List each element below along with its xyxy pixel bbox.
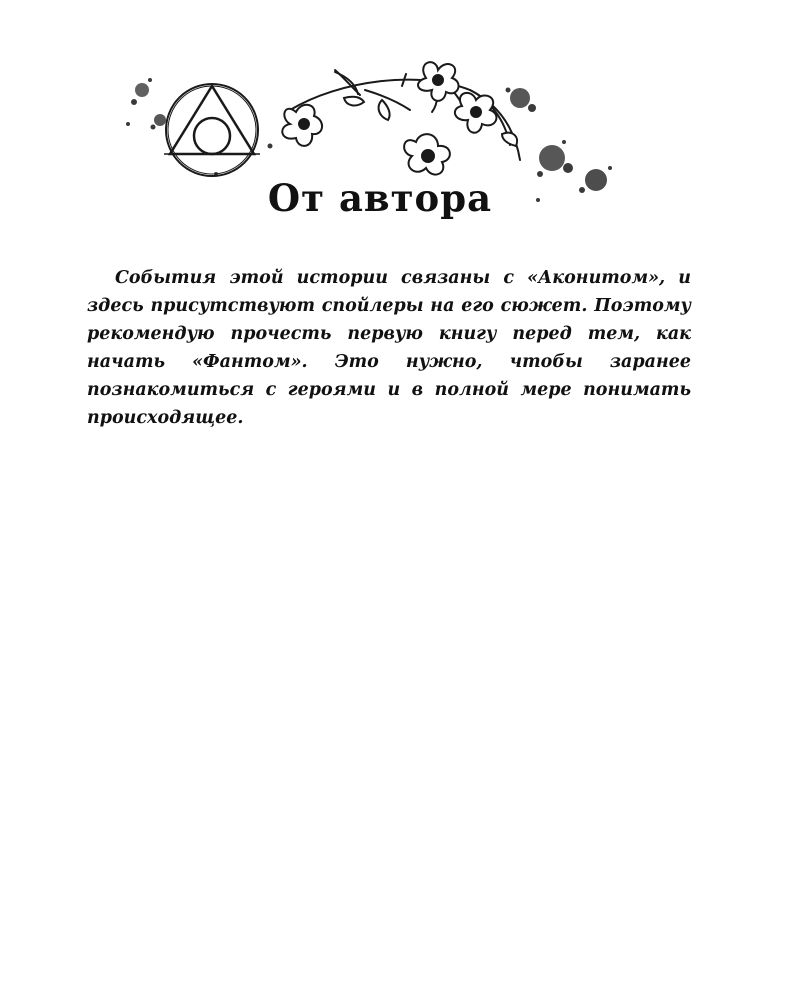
flower-left <box>282 105 322 146</box>
alchemy-symbol-icon <box>164 84 260 176</box>
flower-top <box>418 62 459 101</box>
flower-right <box>455 93 497 133</box>
author-note-paragraph: События этой истории связаны с «Аконитом», и здесь присутствуют спойлеры на его сюжет. Поэтому рекомендую прочесть первую книгу перед тем, как начать «Фантом». Это нужно, чтобы заранее познакомиться с героями и в полной мере понимать происходящее. <box>87 268 691 428</box>
chapter-heading: От автора <box>267 176 493 220</box>
flower-center <box>404 134 450 174</box>
aconite-flower-branch-icon <box>282 62 520 174</box>
